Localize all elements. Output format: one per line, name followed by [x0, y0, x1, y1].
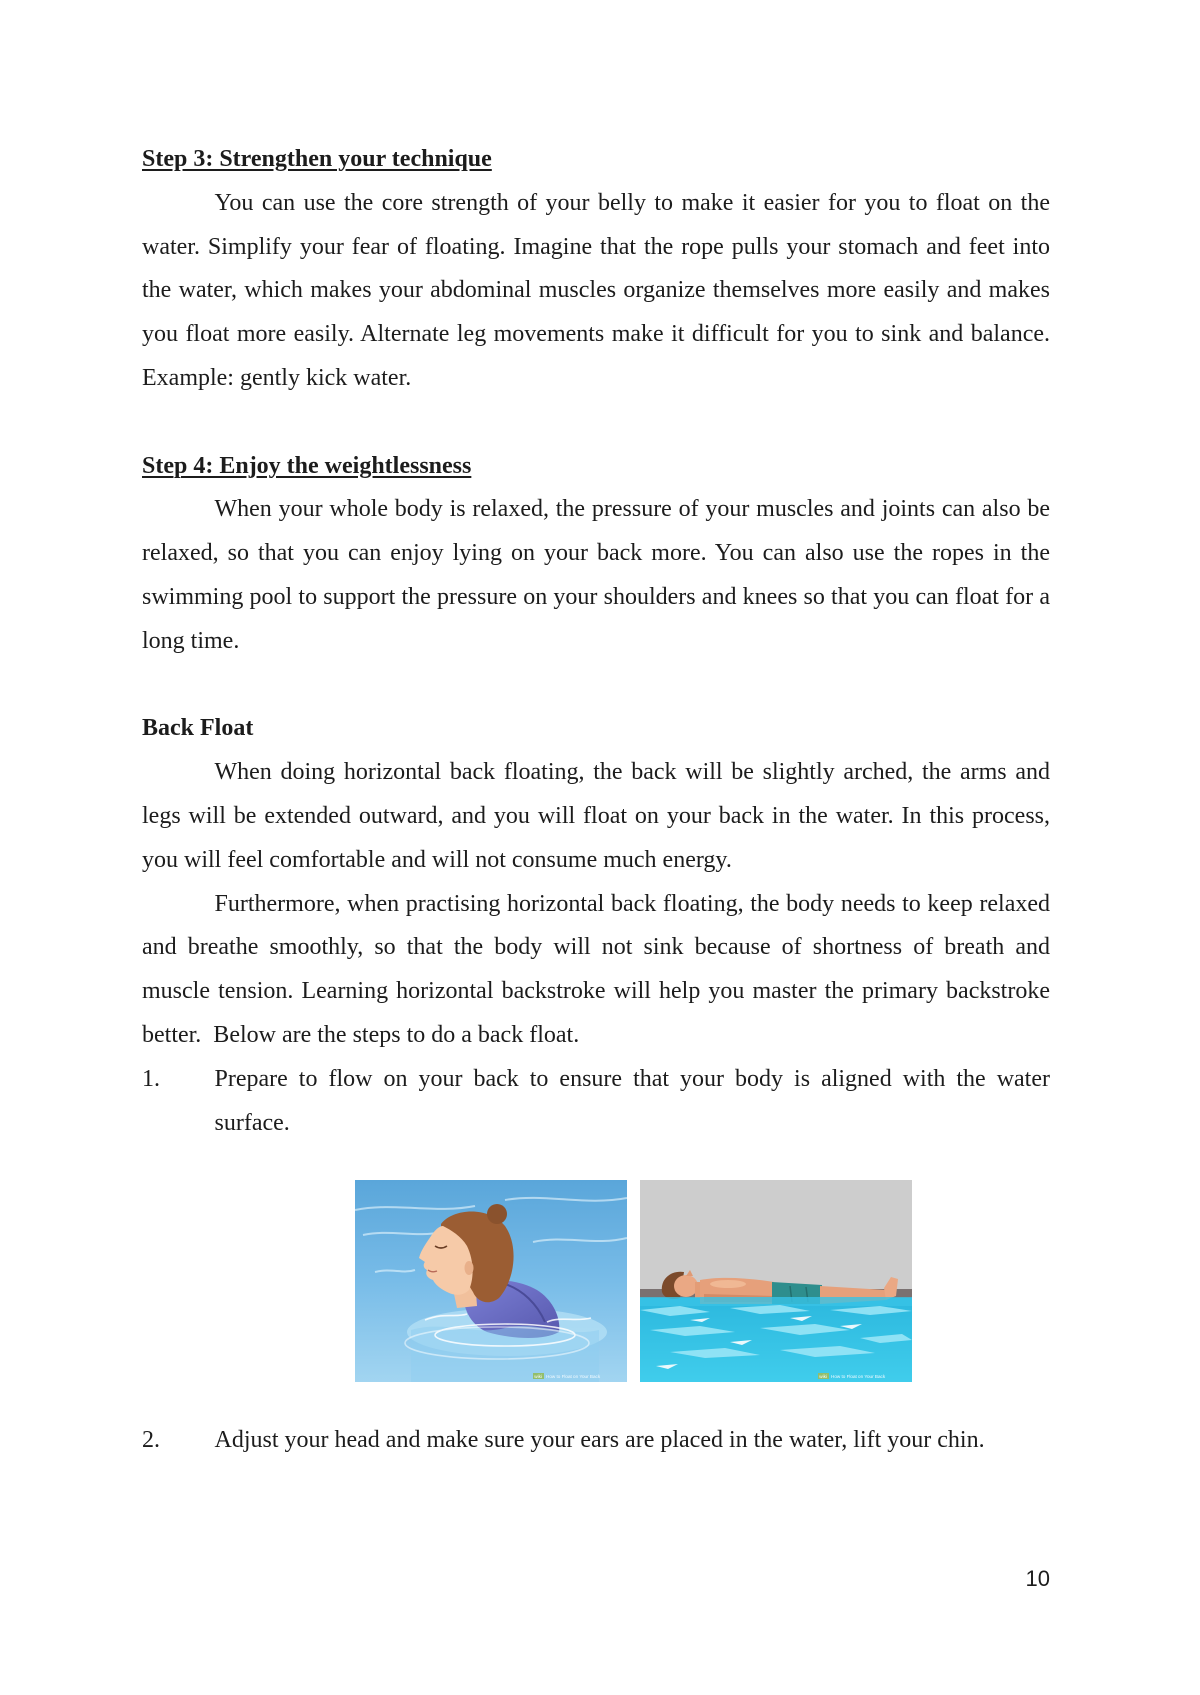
page-number: 10 [1025, 1566, 1050, 1591]
page-content [142, 138, 1050, 1145]
spacer [142, 664, 1050, 708]
back-float-paragraph-2 [142, 883, 1050, 1058]
paragraph-line: and breathe smoothly, so that the body will not sink because of shortness of breath and [142, 934, 1050, 961]
step-text-line: Adjust your head and make sure your ears are placed in the water, lift your chin. [214, 1427, 985, 1454]
paragraph-line: you will feel comfortable and will not consume much energy. [142, 846, 732, 873]
hair-bun [487, 1204, 507, 1224]
watermark [818, 1373, 886, 1379]
step-item-1 [142, 1058, 1050, 1146]
paragraph-line: you float more easily. Alternate leg movements make it difficult for you to sink and balance. [142, 321, 1050, 348]
paragraph-line: better. Below are the steps to do a back float. [142, 1021, 580, 1048]
paragraph-line: legs will be extended outward, and you will float on your back in the water. In this process, [142, 802, 1050, 829]
step-number: 2. [142, 1427, 160, 1454]
step4-paragraph [142, 488, 1050, 663]
watermark-text: How to Float on Your Back [831, 1373, 886, 1379]
paragraph-line: the water, which makes your abdominal muscles organize themselves more easily and makes [142, 277, 1050, 304]
back-float-heading: Back Float [142, 715, 254, 742]
watermark-logo: wiki [819, 1373, 827, 1379]
figure-right [640, 1180, 912, 1382]
paragraph-line: Furthermore, when practising horizontal back floating, the body needs to keep relaxed [214, 890, 1050, 917]
paragraph-line: When your whole body is relaxed, the pressure of your muscles and joints can also be [214, 496, 1050, 523]
face [674, 1275, 698, 1297]
spacer [142, 401, 1050, 445]
step-number: 1. [142, 1065, 160, 1092]
step-text-line: surface. [214, 1109, 290, 1136]
water-overlay [640, 1297, 912, 1306]
woman-floating-illustration [355, 1180, 627, 1382]
back-float-paragraph-1 [142, 751, 1050, 882]
paragraph-line: swimming pool to support the pressure on your shoulders and knees so that you can float for a [142, 583, 1050, 610]
paragraph-line: muscle tension. Learning horizontal backstroke will help you master the primary backstroke [142, 978, 1050, 1005]
paragraph-line: relaxed, so that you can enjoy lying on your back more. You can also use the ropes in the [142, 540, 1050, 567]
watermark [533, 1373, 601, 1379]
paragraph-line: water. Simplify your fear of floating. Imagine that the rope pulls your stomach and feet into [142, 233, 1050, 260]
watermark-text: How to Float on Your Back [546, 1373, 601, 1379]
man-floating-illustration [640, 1180, 912, 1382]
step3-heading: Step 3: Strengthen your technique [142, 146, 492, 172]
step4-heading: Step 4: Enjoy the weightlessness [142, 452, 472, 479]
step-item-2 [142, 1419, 1050, 1463]
paragraph-line: Example: gently kick water. [142, 364, 412, 391]
paragraph-line: When doing horizontal back floating, the back will be slightly arched, the arms and [214, 759, 1050, 786]
ear [465, 1261, 474, 1275]
watermark-logo: wiki [534, 1373, 542, 1379]
figure-left [355, 1180, 627, 1382]
chest-highlight [710, 1280, 746, 1288]
step-text-line: Prepare to flow on your back to ensure that your body is aligned with the water [214, 1065, 1050, 1092]
paragraph-line: You can use the core strength of your belly to make it easier for you to float on the [214, 189, 1050, 216]
step3-paragraph [142, 182, 1050, 401]
paragraph-line: long time. [142, 627, 240, 654]
